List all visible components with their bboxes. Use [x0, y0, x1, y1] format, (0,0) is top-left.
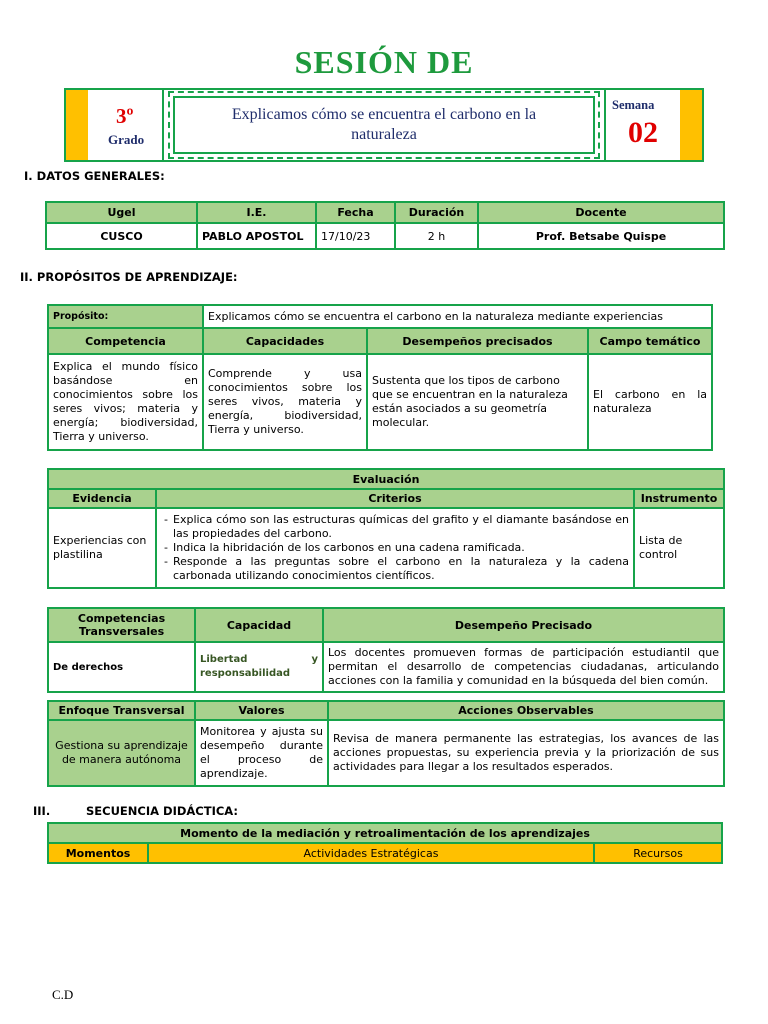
value-fecha: 17/10/23 [316, 223, 395, 249]
purpose-table [47, 304, 713, 451]
session-header [64, 88, 704, 162]
header-acciones: Acciones Observables [328, 701, 724, 720]
acciones-text: Revisa de manera permanente las estrategias, los avances de las acciones propuestas, su experiencia previa y la priorización de sus actividades para llegar a los resultados esperados. [328, 720, 724, 786]
week-number: 02 [628, 116, 658, 149]
footer-text: C.D [52, 987, 74, 1002]
header-recursos: Recursos [594, 843, 722, 863]
week-label: Semana [612, 98, 655, 112]
purpose-label: Propósito: [48, 305, 203, 328]
header-duracion: Duración [395, 202, 478, 223]
value-duracion: 2 h [395, 223, 478, 249]
value-ie: PABLO APOSTOL [197, 223, 316, 249]
campo-text: El carbono en la naturaleza [588, 354, 712, 450]
header-evidencia: Evidencia [48, 489, 156, 508]
criterio-item: - Responde a las preguntas sobre el carbono en la naturaleza y la cadena carbonada utilizando conocimientos científicos. [173, 555, 629, 583]
header-competencias-transversales: Competencias Transversales [48, 608, 195, 642]
header-ie: I.E. [197, 202, 316, 223]
transversal-desempeno: Los docentes promueven formas de participación estudiantil que permitan el desarrollo de competencias ciudadanas, articulando acciones con la familia y comunidad en la búsqueda del bien común. [323, 642, 724, 692]
evaluation-table [47, 468, 725, 589]
session-title-dashed [168, 91, 600, 159]
value-docente: Prof. Betsabe Quispe [478, 223, 724, 249]
yellow-accent-left [66, 90, 88, 160]
header-momentos: Momentos [48, 843, 148, 863]
header-competencia: Competencia [48, 328, 203, 354]
header-actividades: Actividades Estratégicas [148, 843, 594, 863]
header-desempeno-precisado: Desempeño Precisado [323, 608, 724, 642]
criterio-item: - Indica la hibridación de los carbonos en una cadena ramificada. [173, 541, 629, 555]
header-fecha: Fecha [316, 202, 395, 223]
section-secuencia-num: III. [33, 804, 51, 818]
header-capacidad: Capacidad [195, 608, 323, 642]
page-title: SESIÓN DE [294, 44, 474, 80]
transversal-table [47, 607, 725, 693]
header-docente: Docente [478, 202, 724, 223]
sequence-table [47, 822, 723, 864]
capacidades-text: Comprende y usa conocimientos sobre los seres vivos, materia y energía, biodiversidad, Tierra y universo. [203, 354, 367, 450]
header-campo: Campo temático [588, 328, 712, 354]
criterio-item: - Explica cómo son las estructuras químicas del grafito y el diamante basándose en las propiedades del carbono. [173, 513, 629, 541]
section-datos-generales: I. DATOS GENERALES: [24, 169, 165, 183]
grade-number: 3º [116, 104, 134, 128]
session-title: Explicamos cómo se encuentra el carbono en la naturaleza [231, 106, 537, 143]
session-title-frame [162, 88, 606, 162]
grade-label: Grado [108, 132, 145, 147]
value-ugel: CUSCO [46, 223, 197, 249]
purpose-text: Explicamos cómo se encuentra el carbono en la naturaleza mediante experiencias [203, 305, 712, 328]
valores-text: Monitorea y ajusta su desempeño durante el proceso de aprendizaje. [195, 720, 328, 786]
header-capacidades: Capacidades [203, 328, 367, 354]
evaluation-title: Evaluación [48, 469, 724, 489]
section-propositos: II. PROPÓSITOS DE APRENDIZAJE: [20, 270, 238, 284]
instrumento-text: Lista de control [634, 508, 724, 588]
header-enfoque: Enfoque Transversal [48, 701, 195, 720]
header-valores: Valores [195, 701, 328, 720]
header-desempenos: Desempeños precisados [367, 328, 588, 354]
header-ugel: Ugel [46, 202, 197, 223]
header-instrumento: Instrumento [634, 489, 724, 508]
evidencia-text: Experiencias con plastilina [48, 508, 156, 588]
criterios-cell [156, 508, 634, 588]
transversal-capacidad: Libertad y responsabilidad [195, 642, 323, 692]
sequence-title: Momento de la mediación y retroalimentación de los aprendizajes [48, 823, 722, 843]
general-data-table [45, 201, 725, 250]
competencia-text: Explica el mundo físico basándose en conocimientos sobre los seres vivos; materia y energía; biodiversidad, Tierra y universo. [48, 354, 203, 450]
transversal-competencia: De derechos [48, 642, 195, 692]
header-criterios: Criterios [156, 489, 634, 508]
yellow-accent-right [680, 90, 702, 160]
section-secuencia: SECUENCIA DIDÁCTICA: [86, 804, 239, 818]
enfoque-text: Gestiona su aprendizaje de manera autónoma [48, 720, 195, 786]
desempenos-text: Sustenta que los tipos de carbono que se encuentran en la naturaleza están asociados a su geometría molecular. [367, 354, 588, 450]
enfoque-table [47, 700, 725, 787]
